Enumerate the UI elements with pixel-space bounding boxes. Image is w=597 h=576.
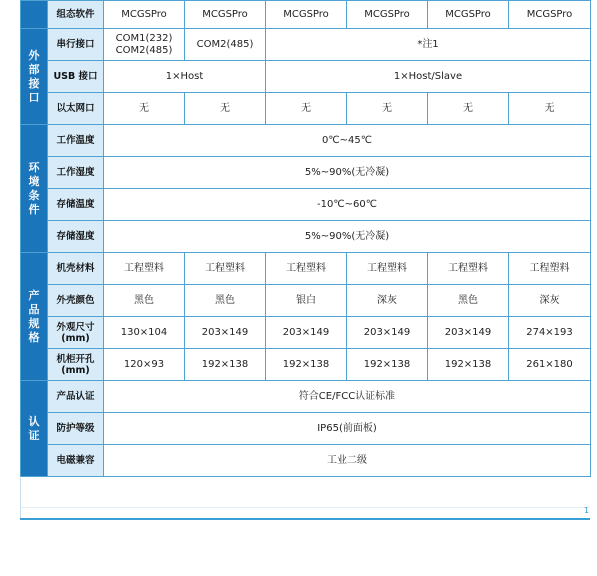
cell-size-1: 130×104 (104, 317, 185, 349)
cell-software-2: MCGSPro (185, 1, 266, 29)
group-external-interface (21, 29, 48, 125)
row-label-store-temp: 存储温度 (48, 189, 104, 221)
cell-material-2: 工程塑料 (185, 253, 266, 285)
table-row-color (21, 285, 591, 317)
footer-left-rule (20, 478, 21, 520)
cell-ethernet-5: 无 (428, 93, 509, 125)
row-label-size (48, 317, 104, 349)
table-row-cutout (21, 349, 591, 381)
cell-material-3: 工程塑料 (266, 253, 347, 285)
cutout-label-text: 机柜开孔 (56, 353, 95, 365)
cell-ethernet-3: 无 (266, 93, 347, 125)
cell-material-5: 工程塑料 (428, 253, 509, 285)
cell-material-1: 工程塑料 (104, 253, 185, 285)
row-label-serial: 串行接口 (48, 29, 104, 61)
cell-size-5: 203×149 (428, 317, 509, 349)
cell-cutout-6: 261×180 (509, 349, 591, 381)
cell-cutout-1: 120×93 (104, 349, 185, 381)
footer-thin-rule (20, 507, 590, 508)
row-label-usb: USB 接口 (48, 61, 104, 93)
cell-serial-1 (104, 29, 185, 61)
cell-ethernet-2: 无 (185, 93, 266, 125)
group-label-external: 外部接口 (28, 48, 40, 104)
table-row-store-temp (21, 189, 591, 221)
cell-color-1: 黑色 (104, 285, 185, 317)
group-cell-blank (21, 1, 48, 29)
table-row-certification (21, 381, 591, 413)
cell-usb-right: 1×Host/Slave (266, 61, 591, 93)
cell-work-temp: 0℃~45℃ (104, 125, 591, 157)
table-row-serial (21, 29, 591, 61)
cell-emc: 工业二级 (104, 445, 591, 477)
cell-protection: IP65(前面板) (104, 413, 591, 445)
table-row-store-humidity (21, 221, 591, 253)
cell-software-1: MCGSPro (104, 1, 185, 29)
cell-ethernet-6: 无 (509, 93, 591, 125)
cell-cutout-3: 192×138 (266, 349, 347, 381)
cell-color-2: 黑色 (185, 285, 266, 317)
row-label-store-humidity: 存储湿度 (48, 221, 104, 253)
cell-software-4: MCGSPro (347, 1, 428, 29)
cell-store-humidity: 5%~90%(无冷凝) (104, 221, 591, 253)
cutout-label-unit: (mm) (61, 364, 90, 376)
cell-serial-2: COM2(485) (185, 29, 266, 61)
size-label-text: 外观尺寸 (56, 321, 95, 333)
group-label-environment: 环境条件 (28, 160, 40, 216)
row-label-emc: 电磁兼容 (48, 445, 104, 477)
cell-ethernet-1: 无 (104, 93, 185, 125)
row-label-work-temp: 工作温度 (48, 125, 104, 157)
table-row-usb (21, 61, 591, 93)
group-product-spec (21, 253, 48, 381)
cell-size-2: 203×149 (185, 317, 266, 349)
row-label-work-humidity: 工作湿度 (48, 157, 104, 189)
group-label-certification: 认证 (28, 414, 40, 442)
cell-store-temp: -10℃~60℃ (104, 189, 591, 221)
table-row-material (21, 253, 591, 285)
table-row-emc (21, 445, 591, 477)
row-label-cutout (48, 349, 104, 381)
cell-software-6: MCGSPro (509, 1, 591, 29)
row-label-certification: 产品认证 (48, 381, 104, 413)
cell-size-4: 203×149 (347, 317, 428, 349)
page-number: 1 (584, 506, 590, 515)
size-label-unit: (mm) (61, 332, 90, 344)
spec-table (20, 0, 591, 477)
row-label-ethernet: 以太网口 (48, 93, 104, 125)
cell-color-5: 黑色 (428, 285, 509, 317)
cell-software-3: MCGSPro (266, 1, 347, 29)
cell-cutout-5: 192×138 (428, 349, 509, 381)
table-row-ethernet (21, 93, 591, 125)
group-label-product: 产品规格 (28, 288, 40, 344)
table-row-work-temp (21, 125, 591, 157)
cell-certification: 符合CE/FCC认证标准 (104, 381, 591, 413)
cell-ethernet-4: 无 (347, 93, 428, 125)
serial-com2: COM2(485) (115, 44, 173, 56)
table-row-work-humidity (21, 157, 591, 189)
table-row-software (21, 1, 591, 29)
cell-serial-merged: *注1 (266, 29, 591, 61)
cell-size-6: 274×193 (509, 317, 591, 349)
row-label-color: 外壳颜色 (48, 285, 104, 317)
row-label-material: 机壳材料 (48, 253, 104, 285)
footer-rule (20, 518, 590, 520)
serial-com1: COM1(232) (115, 32, 173, 44)
group-environment (21, 125, 48, 253)
cell-software-5: MCGSPro (428, 1, 509, 29)
row-label-software: 组态软件 (48, 1, 104, 29)
table-row-protection (21, 413, 591, 445)
group-certification (21, 381, 48, 477)
cell-material-4: 工程塑料 (347, 253, 428, 285)
cell-color-3: 银白 (266, 285, 347, 317)
table-row-size (21, 317, 591, 349)
cell-usb-left: 1×Host (104, 61, 266, 93)
cell-color-6: 深灰 (509, 285, 591, 317)
cell-color-4: 深灰 (347, 285, 428, 317)
cell-size-3: 203×149 (266, 317, 347, 349)
cell-cutout-2: 192×138 (185, 349, 266, 381)
cell-material-6: 工程塑料 (509, 253, 591, 285)
cell-work-humidity: 5%~90%(无冷凝) (104, 157, 591, 189)
cell-cutout-4: 192×138 (347, 349, 428, 381)
row-label-protection: 防护等级 (48, 413, 104, 445)
